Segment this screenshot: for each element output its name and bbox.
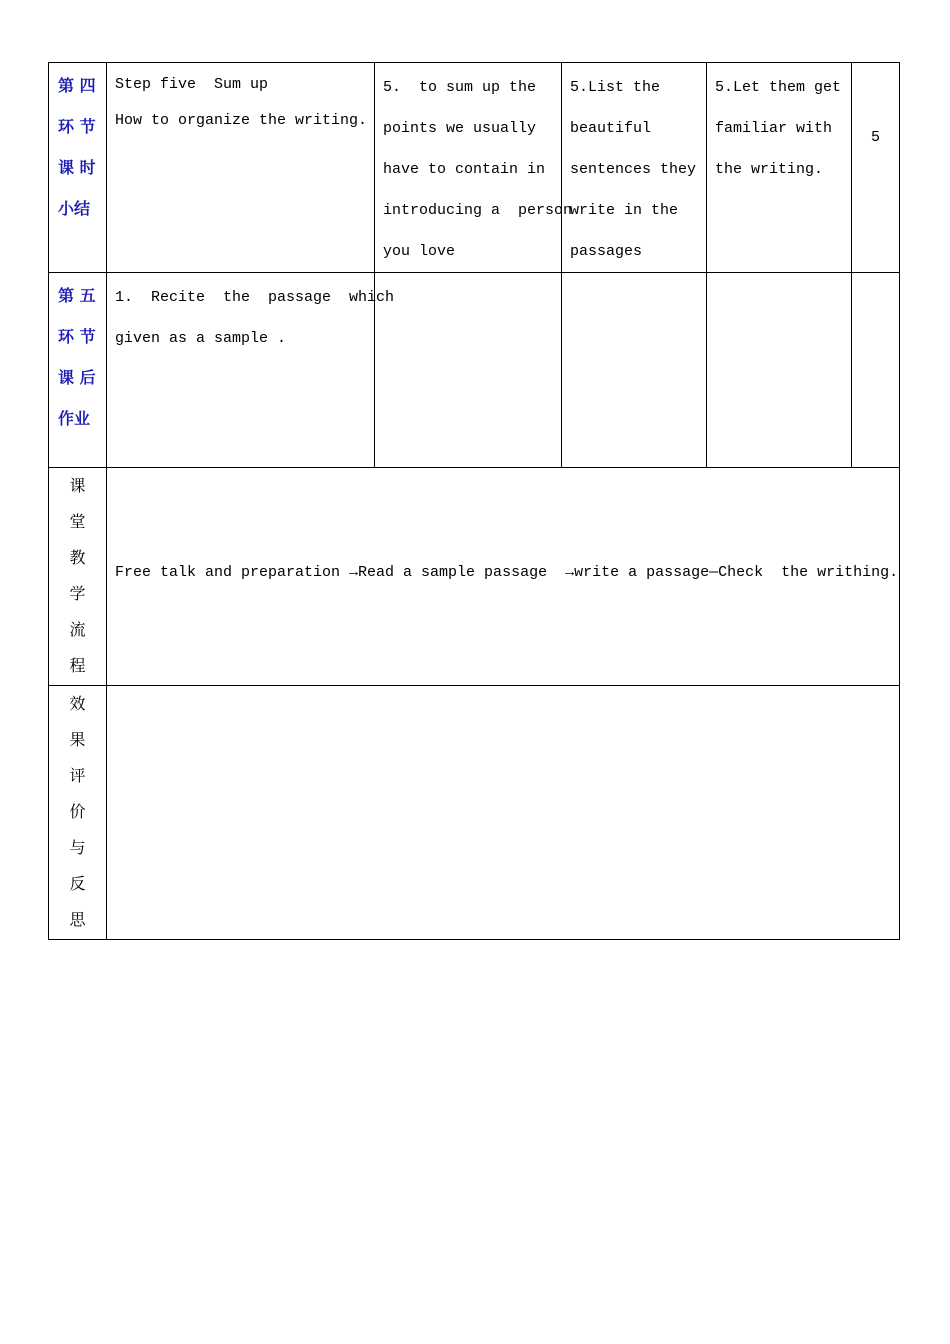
teacher-line: points we usually (383, 120, 537, 137)
teacher-line: have to contain in (383, 161, 546, 178)
student-line: 5.List the (570, 79, 661, 96)
section-title: 第 四 环 节 课 时 小结 (58, 76, 96, 218)
process-label: 课 堂 教 学 流 程 (69, 476, 86, 675)
teacher-line: 5. to sum up the (383, 79, 537, 96)
teacher-activity-cell (375, 273, 562, 468)
student-activity-cell (562, 63, 707, 273)
activity-line: given as a sample . (115, 330, 287, 347)
table-row (49, 686, 900, 940)
activity-cell (107, 63, 375, 273)
time-value: 5 (870, 129, 880, 146)
purpose-line: 5.Let them get (715, 79, 842, 96)
lesson-plan-table (48, 62, 900, 940)
process-label-cell (49, 468, 107, 686)
process-flow-text: Free talk and preparation →Read a sample passage →write a passage—Check the writhing. (115, 564, 899, 581)
student-line: beautiful (570, 120, 652, 137)
student-line: sentences they (570, 161, 697, 178)
section-cell (49, 273, 107, 468)
teacher-activity-cell (375, 63, 573, 273)
purpose-line: familiar with (715, 120, 833, 137)
table-row (49, 63, 900, 273)
table-row (49, 273, 900, 468)
reflection-content-cell (107, 686, 900, 940)
activity-line: 1. Recite the passage which (115, 289, 395, 306)
table-row (49, 468, 900, 686)
student-activity-cell (562, 273, 707, 468)
section-cell (49, 63, 107, 273)
activity-cell (107, 273, 395, 468)
teacher-line: you love (383, 243, 456, 260)
activity-line: How to organize the writing. (115, 112, 368, 129)
activity-line: Step five Sum up (115, 76, 269, 93)
section-title: 第 五 环 节 课 后 作业 (58, 286, 96, 428)
purpose-cell (707, 63, 852, 273)
reflection-text (107, 686, 899, 690)
process-flow-cell (107, 468, 900, 686)
time-cell (852, 273, 900, 468)
reflection-label: 效 果 评 价 与 反 思 (69, 694, 86, 929)
time-cell (852, 63, 900, 273)
student-line: write in the (570, 202, 679, 219)
purpose-line: the writing. (715, 161, 824, 178)
teacher-line: introducing a person (383, 202, 573, 219)
reflection-label-cell (49, 686, 107, 940)
student-line: passages (570, 243, 643, 260)
purpose-cell (707, 273, 852, 468)
